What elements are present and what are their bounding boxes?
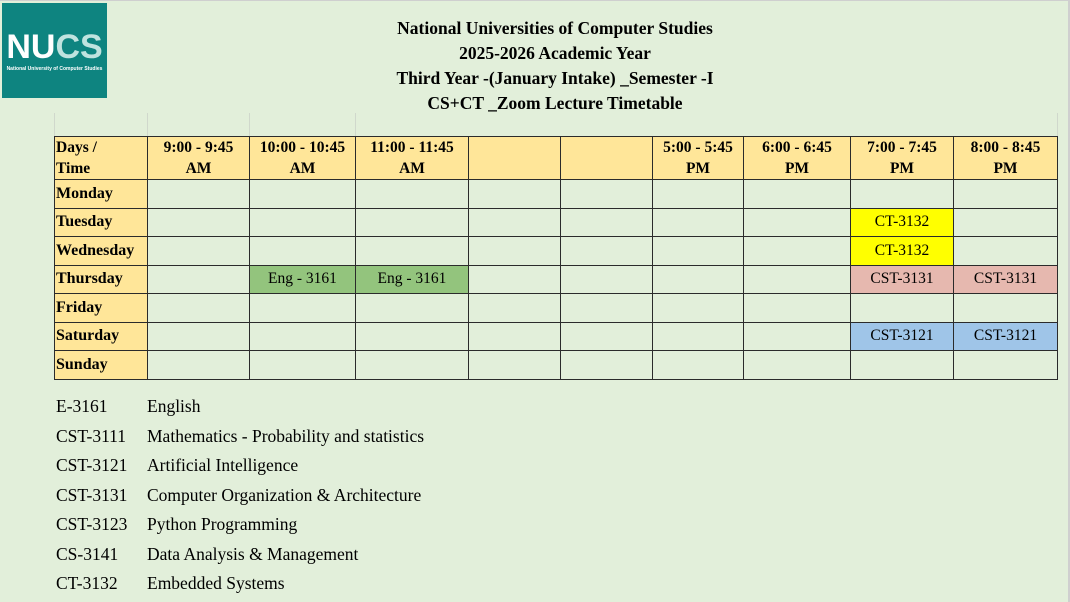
timetable-cell[interactable] bbox=[356, 237, 469, 266]
logo-wordmark bbox=[6, 27, 103, 66]
timetable-cell[interactable] bbox=[954, 180, 1058, 209]
day-label: Tuesday bbox=[55, 208, 148, 237]
table-row-friday bbox=[55, 294, 1058, 323]
time-range: 9:00 - 9:45 bbox=[163, 139, 234, 156]
table-row-tuesday bbox=[55, 208, 1058, 237]
time-period: AM bbox=[399, 160, 425, 177]
day-label: Thursday bbox=[55, 265, 148, 294]
sheet-gridline bbox=[54, 113, 55, 136]
timetable-cell[interactable] bbox=[561, 265, 653, 294]
table-row-sunday bbox=[55, 351, 1058, 380]
timetable-cell[interactable] bbox=[851, 351, 954, 380]
timetable-cell[interactable] bbox=[561, 237, 653, 266]
time-header bbox=[744, 137, 851, 180]
timetable-cell[interactable] bbox=[250, 208, 356, 237]
class-cell-embedded-systems[interactable]: CT-3132 bbox=[851, 208, 954, 237]
title-line-2: 2025-2026 Academic Year bbox=[459, 43, 651, 63]
timetable-cell[interactable] bbox=[148, 351, 250, 380]
page-title bbox=[300, 16, 810, 116]
course-code: CST-3111 bbox=[56, 425, 127, 446]
timetable-cell[interactable] bbox=[744, 351, 851, 380]
class-cell-artificial-intelligence[interactable]: CST-3121 bbox=[954, 322, 1058, 351]
corner-line-1: Days / bbox=[56, 139, 97, 156]
timetable-cell[interactable] bbox=[744, 180, 851, 209]
timetable-cell[interactable] bbox=[356, 208, 469, 237]
timetable-cell[interactable] bbox=[356, 322, 469, 351]
legend-item bbox=[56, 510, 424, 540]
timetable-cell[interactable] bbox=[653, 180, 744, 209]
time-header bbox=[356, 137, 469, 180]
time-period: PM bbox=[784, 160, 810, 177]
class-cell-artificial-intelligence[interactable]: CST-3121 bbox=[851, 322, 954, 351]
time-range: 6:00 - 6:45 bbox=[762, 139, 832, 156]
legend-item bbox=[56, 451, 424, 481]
legend-item bbox=[56, 569, 424, 599]
legend-item bbox=[56, 422, 424, 452]
logo-text-accent: CS bbox=[55, 27, 103, 66]
timetable-cell[interactable] bbox=[744, 294, 851, 323]
timetable-cell[interactable] bbox=[469, 351, 561, 380]
timetable-cell[interactable] bbox=[653, 265, 744, 294]
timetable-cell[interactable] bbox=[250, 294, 356, 323]
timetable-cell[interactable] bbox=[250, 351, 356, 380]
nucs-logo bbox=[2, 3, 107, 98]
timetable-header-row bbox=[55, 137, 1058, 180]
timetable-cell[interactable] bbox=[653, 237, 744, 266]
legend-item bbox=[56, 540, 424, 570]
course-name: Computer Organization & Architecture bbox=[147, 484, 422, 505]
timetable-cell[interactable] bbox=[653, 208, 744, 237]
title-line-1: National Universities of Computer Studies bbox=[397, 18, 713, 38]
time-period: PM bbox=[685, 160, 711, 177]
sheet-gridline bbox=[1057, 113, 1058, 136]
time-header bbox=[954, 137, 1058, 180]
timetable-cell[interactable] bbox=[250, 322, 356, 351]
timetable-cell[interactable] bbox=[148, 237, 250, 266]
table-row-thursday bbox=[55, 265, 1058, 294]
timetable-cell[interactable] bbox=[469, 237, 561, 266]
class-cell-computer-organization[interactable]: CST-3131 bbox=[954, 265, 1058, 294]
time-period: PM bbox=[889, 160, 915, 177]
timetable-cell[interactable] bbox=[356, 351, 469, 380]
timetable-cell[interactable] bbox=[561, 322, 653, 351]
course-legend bbox=[56, 392, 424, 599]
timetable-cell[interactable] bbox=[954, 294, 1058, 323]
time-range: 11:00 - 11:45 bbox=[370, 139, 454, 156]
day-label: Sunday bbox=[55, 351, 148, 380]
corner-header bbox=[55, 137, 148, 180]
course-name: Artificial Intelligence bbox=[147, 455, 299, 475]
day-label: Monday bbox=[55, 180, 148, 209]
legend-item bbox=[56, 481, 424, 511]
timetable-cell[interactable] bbox=[356, 180, 469, 209]
time-range: 7:00 - 7:45 bbox=[867, 139, 937, 156]
timetable-cell[interactable] bbox=[469, 208, 561, 237]
time-header bbox=[469, 137, 561, 180]
title-line-3: Third Year -(January Intake) _Semester -I bbox=[396, 68, 714, 88]
timetable-cell[interactable] bbox=[744, 265, 851, 294]
title-line-4: CS+CT _Zoom Lecture Timetable bbox=[427, 93, 683, 113]
time-period: PM bbox=[993, 160, 1018, 177]
class-cell-english[interactable]: Eng - 3161 bbox=[356, 265, 469, 294]
timetable-cell[interactable] bbox=[250, 237, 356, 266]
timetable-cell[interactable] bbox=[250, 180, 356, 209]
class-cell-embedded-systems[interactable]: CT-3132 bbox=[851, 237, 954, 266]
course-code: CST-3121 bbox=[56, 455, 128, 475]
table-row-wednesday bbox=[55, 237, 1058, 266]
course-name: Python Programming bbox=[147, 514, 298, 534]
class-cell-computer-organization[interactable]: CST-3131 bbox=[851, 265, 954, 294]
time-period: AM bbox=[185, 160, 212, 177]
timetable-cell[interactable] bbox=[653, 294, 744, 323]
course-code: CST-3123 bbox=[56, 514, 128, 534]
timetable-cell[interactable] bbox=[653, 322, 744, 351]
course-code: E-3161 bbox=[56, 396, 108, 416]
time-range: 8:00 - 8:45 bbox=[970, 139, 1041, 156]
course-name: Data Analysis & Management bbox=[147, 543, 359, 564]
table-row-saturday bbox=[55, 322, 1058, 351]
course-name: Mathematics - Probability and statistics bbox=[147, 425, 425, 446]
timetable-cell[interactable] bbox=[561, 351, 653, 380]
timetable-cell[interactable] bbox=[954, 351, 1058, 380]
timetable-cell[interactable] bbox=[561, 180, 653, 209]
timetable-cell[interactable] bbox=[653, 351, 744, 380]
time-header bbox=[561, 137, 653, 180]
timetable-cell[interactable] bbox=[744, 208, 851, 237]
timetable-cell[interactable] bbox=[469, 294, 561, 323]
timetable-cell[interactable] bbox=[561, 208, 653, 237]
timetable-cell[interactable] bbox=[469, 322, 561, 351]
timetable-cell[interactable] bbox=[744, 237, 851, 266]
sheet-gridline bbox=[355, 113, 356, 136]
day-label: Wednesday bbox=[55, 237, 148, 266]
course-name: English bbox=[147, 396, 201, 416]
day-label: Saturday bbox=[55, 322, 148, 351]
time-header bbox=[851, 137, 954, 180]
time-header bbox=[250, 137, 356, 180]
sheet-gridline bbox=[147, 113, 148, 136]
timetable-cell[interactable] bbox=[954, 237, 1058, 266]
timetable bbox=[54, 136, 1058, 380]
time-range: 10:00 - 10:45 bbox=[259, 139, 346, 156]
logo-text-main: NU bbox=[6, 27, 56, 66]
course-code: CT-3132 bbox=[56, 573, 118, 593]
timetable-cell[interactable] bbox=[744, 322, 851, 351]
timetable-cell[interactable] bbox=[356, 294, 469, 323]
table-row-monday bbox=[55, 180, 1058, 209]
timetable-cell[interactable] bbox=[148, 208, 250, 237]
timetable-cell[interactable] bbox=[148, 322, 250, 351]
time-period: AM bbox=[289, 160, 316, 177]
corner-line-2: Time bbox=[56, 160, 91, 177]
timetable-cell[interactable] bbox=[851, 294, 954, 323]
timetable-cell[interactable] bbox=[469, 265, 561, 294]
time-header bbox=[148, 137, 250, 180]
time-header bbox=[653, 137, 744, 180]
timetable-cell[interactable] bbox=[851, 180, 954, 209]
timetable-cell[interactable] bbox=[148, 265, 250, 294]
class-cell-english[interactable]: Eng - 3161 bbox=[250, 265, 356, 294]
timetable-cell[interactable] bbox=[148, 294, 250, 323]
timetable-cell[interactable] bbox=[148, 180, 250, 209]
course-code: CST-3131 bbox=[56, 484, 128, 505]
time-range: 5:00 - 5:45 bbox=[663, 139, 733, 156]
timetable-cell[interactable] bbox=[561, 294, 653, 323]
day-label: Friday bbox=[55, 294, 148, 323]
course-name: Embedded Systems bbox=[147, 573, 285, 593]
logo-subtitle: National University of Computer Studies bbox=[6, 65, 103, 72]
timetable-cell[interactable] bbox=[469, 180, 561, 209]
course-code: CS-3141 bbox=[56, 543, 119, 564]
timetable-cell[interactable] bbox=[954, 208, 1058, 237]
legend-item bbox=[56, 392, 424, 422]
sheet-gridline bbox=[249, 113, 250, 136]
